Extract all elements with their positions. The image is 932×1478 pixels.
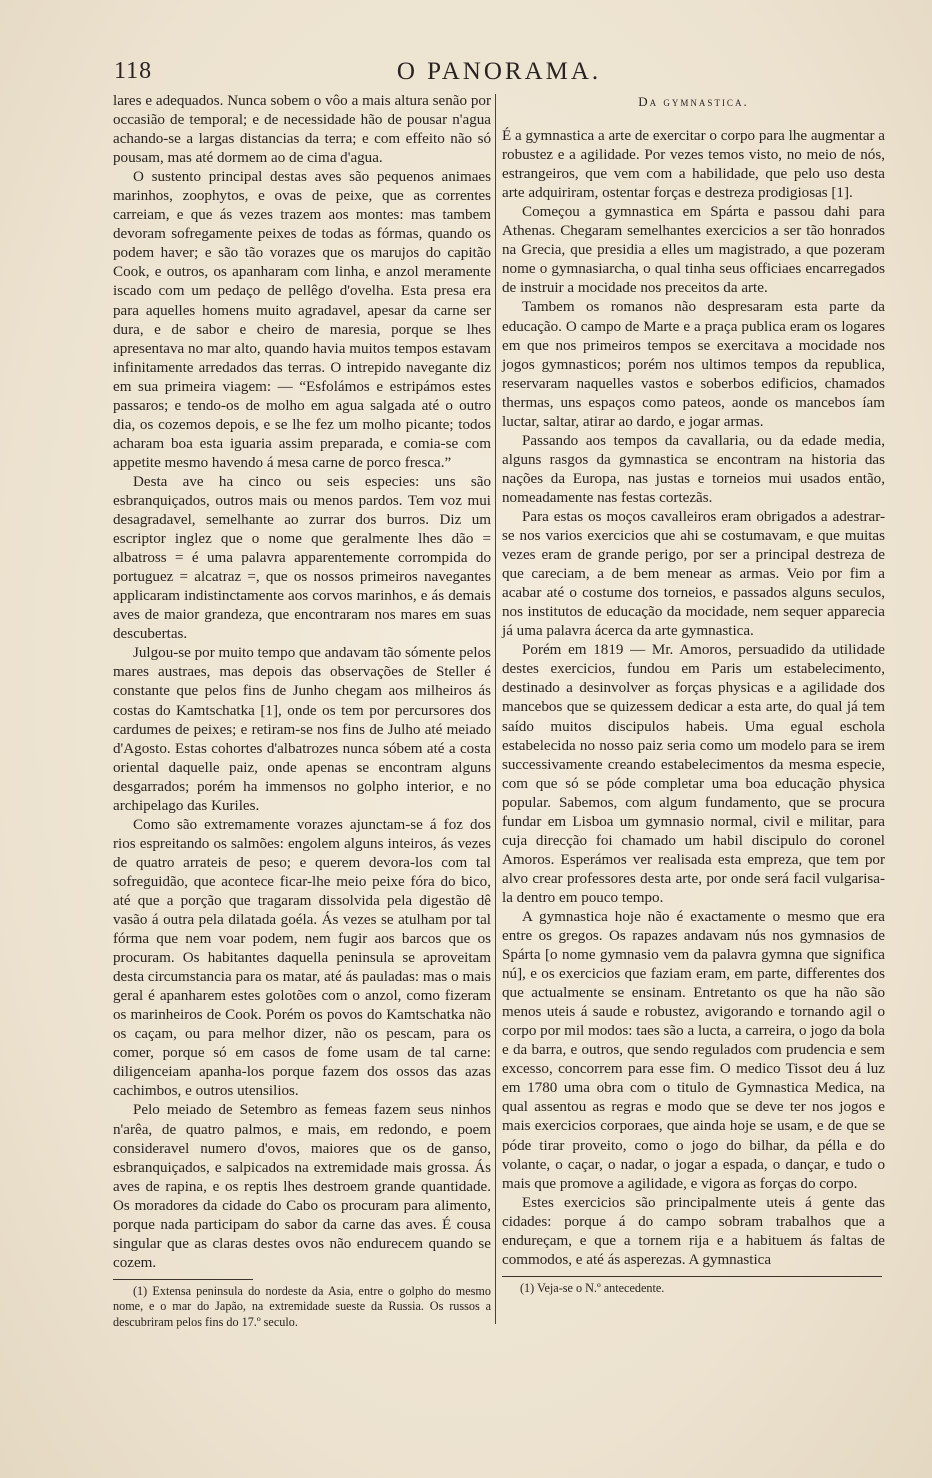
paragraph: Passando aos tempos da cavallaria, ou da edade media, alguns rasgos da gymnastica se encontram na historia das nações da Europa, nas justas e torneios mui usados então, nomeadamente nas festas cortezãs. — [502, 432, 885, 506]
paragraph: É a gymnastica a arte de exercitar o corpo para lhe augmentar a robustez e a agilidade. Por vezes temos visto, no meio de nós, estrangeiros, que vem com a habilidade, que pelo uso desta arte adquiriram, ostentar forças e destreza prodigiosas [1]. — [502, 128, 886, 202]
paragraph: Para estas os moços cavalleiros eram obrigados a adestrar-se nos varios exercicios que ahi se costumavam, e que muitas vezes eram de grande perigo, por ser a principal destreza de que careciam, a de bem menear as armas. Veio por fim a acabar até o costume dos torneios, e passados alguns seculos, nos institutos de educação da mocidade, nem sequer apparecia já uma palavra ácerca da arte gymnastica. — [502, 508, 885, 640]
left-column — [113, 92, 491, 1330]
footnote: (1) Extensa peninsula do nordeste da Asia, entre o golpho do mesmo nome, e o mar do Japão, na extremidade sueste da Russia. Os russos a descubriram pelos fins do 17.º seculo. — [113, 1283, 491, 1329]
paragraph: A gymnastica hoje não é exactamente o mesmo que era entre os gregos. Os rapazes andavam nús nos gymnasios de Spárta [o nome gymnasio vem da palavra gymna que significa nú], e os exercicios que faziam eram, em parte, differentes dos que actualmente se ensinam. Entretanto os que ha não são menos uteis á saude e robustez, avigorando e tornando agil o corpo por mil modos: taes são a lucta, a carreira, o jogo da bola e da barra, e outros, que sendo regulados com prudencia e sem excesso, concorrem para esse fim. O medico Tissot deu á luz em 1780 uma obra com o titulo de Gymnastica Medica, na qual assentou as regras e modo que se deve ter nos jogos e mais exercicios corporaes, que ainda hoje se usam, e de que se póde tirar proveito, como o jogo do bilhar, da pélla e do volante, o caçar, o nadar, o jogar a espada, o dançar, e tudo o mais que promove a agilidade, e vigora as forças do corpo. — [502, 908, 885, 1192]
paragraph: Tambem os romanos não despresaram esta parte da educação. O campo de Marte e a praça publica eram os logares em que nos primeiros tempos se exercitava a mocidade nos jogos gymnasticos; porém nos ultimos tempos da republica, reservaram naquelles vastos e soberbos edificios, chamados thermas, uns espaços como pateos, aonde os mancebos íam luctar, saltar, atirar ao dardo, e jogar armas. — [502, 299, 885, 430]
paragraph: Pelo meiado de Setembro as femeas fazem seus ninhos n'arêa, de quatro palmos, e mais, em redondo, e poem consideravel numero d'ovos, maiores que os de ganso, esbranquiçados, e salpicados na extremidade mais grossa. Ás aves de rapina, e os reptis lhes destroem grande quantidade. Os moradores da cidade do Cabo os procuram para alimento, porque nada participam do sabor da carne das aves. É cousa singular que as claras destes ovos não endurecem quando se cozem. — [113, 1102, 491, 1271]
paragraph: lares e adequados. Nunca sobem o vôo a mais altura senão por occasião de temporal; e de necessidade hão de pousar n'agua achando-se a largas distancias da terra; e com effeito não só pousam, mas até dormem ao de cima d'agua. — [113, 93, 491, 167]
footnote-rule — [502, 1276, 882, 1277]
running-title: O PANORAMA. — [396, 58, 602, 85]
page-header — [114, 58, 884, 88]
page-number: 118 — [114, 58, 153, 84]
paragraph: Como são extremamente vorazes ajunctam-se á foz dos rios espreitando os salmões: engolem alguns inteiros, ás vezes de quatro arrateis de peso; e querem devora-los com tal sofreguidão, que acontece ficar-lhe meio peixe fóra do bico, até que a porção que tragaram dissolvida pela digestão dê vasão á outra pela dilatada goéla. Ás vezes se atulham por tal fórma que nem voar podem, nem fugir aos barcos que os procuram. Os habitantes daquella peninsula se aproveitam desta circumstancia para os matar, até ás pauladas: mas o mais geral é apanharem estes golotões com o anzol, como fizeram os marinheiros de Cook. Porém os povos do Kamtschatka não os caçam, ou para melhor dizer, não os pescam, para os comer, porque só em casos de fome usam de tal carne: diligenceiam apanha-los porque fazem dos ossos das azas cachimbos, e outros utensilios. — [113, 816, 491, 1100]
column-divider — [495, 94, 496, 1324]
right-column — [502, 92, 885, 1296]
paragraph: Estes exercicios são principalmente uteis á gente das cidades: porque á do campo sobram trabalhos que a endureçam, e que a tornem rija e a habituem ás faltas de commodos, e até ás asperezas. A gymnastica — [502, 1194, 885, 1268]
paragraph: O sustento principal destas aves são pequenos animaes marinhos, zoophytos, e ovas de peixe, que as correntes carreiam, e que ás vezes trazem aos montes: mas tambem devoram sofregamente peixes de todas as fórmas, quando os podem haver; e são tão vorazes que os marujos do capitão Cook, e outros, os apanharam com linha, e anzol meramente iscado com um pedaço de pellêgo d'ovelha. Esta presa era para aquelles homens muito agradavel, apesar da carne ser dura, e de sabor e cheiro de maresia, porque se lhes apresentava no mar alto, quando havia muitos tempos estavam infinitamente arredados das terras. O intrepido navegante diz em sua primeira viagem: — “Esfolámos e estripámos estes passaros; e tendo-os de molho em agua salgada até o outro dia, os cozemos depois, e se lhe fez um molho picante; todos acharam boa esta iguaria assim preparada, e comia-se com appetite mesmo havendo á mesa carne de porco fresca.” — [113, 169, 491, 471]
paragraph: Porém em 1819 — Mr. Amoros, persuadido da utilidade destes exercicios, fundou em Paris um estabelecimento, destinado a desinvolver as forças physicas e a agilidade dos mancebos que se quizessem dedicar a esta arte, do qual já tem saído muitos discipulos habeis. Uma egual eschola estabelecida no nosso paiz seria como um modelo para se irem successivamente creando estabelecimentos da mesma especie, com que só se póde completar uma boa educação physica popular. Sabemos, com algum fundamento, que se procura fundar em Lisboa um gymnasio normal, civil e militar, para cuja direcção foi chamado um habil discipulo do coronel Amoros. Esperámos ver realisada esta empreza, que tem por alvo crear professores desta arte, por onde será facil vulgarisa-la dentro em pouco tempo. — [502, 642, 885, 906]
footnote: (1) Veja-se o N.º antecedente. — [520, 1280, 665, 1295]
footnote-rule — [113, 1279, 253, 1280]
paragraph: Julgou-se por muito tempo que andavam tão sómente pelos mares austraes, mas depois das observações de Steller é constante que pelos fins de Junho chegam aos milheiros ás costas do Kamtschatka [1], onde os tem por percursores dos cardumes de peixes; e retiram-se nos fins de Julho até meiado d'Agosto. Estas cohortes d'albatrozes nunca sóbem até a costa oriental daquelle paiz, onde apenas se encontram alguns desgarrados; porém ha immensos no golpho interior, e no archipelago das Kuriles. — [113, 645, 491, 814]
paragraph: Começou a gymnastica em Spárta e passou dahi para Athenas. Chegaram semelhantes exercicios a ser tão honrados na Grecia, que presidia a elles um magistrado, a que pozeram nome o gymnasiarcha, o qual tinha seus officiaes encarregados de instruir a mocidade nos preceitos da arte. — [502, 204, 885, 297]
section-title: Da gymnastica. — [638, 94, 749, 109]
paragraph: Desta ave ha cinco ou seis especies: uns são esbranquiçados, outros mais ou menos pardos. Tem voz mui desagradavel, semelhante ao zurrar dos burros. Diz um escriptor inglez que o nome que geralmente lhes dão = albatross = é uma palavra apparentemente corrompida do portuguez = alcatraz =, que os nossos primeiros navegantes applicaram indistinctamente aos corvos marinhos, e ás demais aves de maior grandeza, que encontraram nos mares em suas descubertas. — [113, 473, 491, 643]
